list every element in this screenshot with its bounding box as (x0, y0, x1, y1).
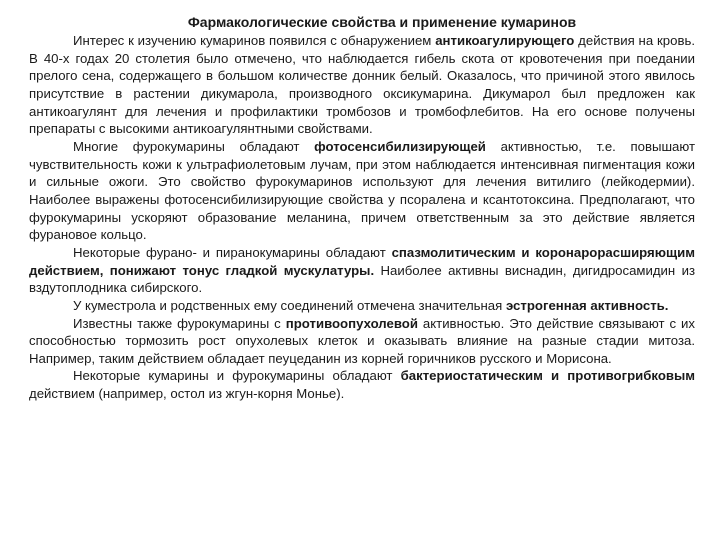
bold-term: антикоагулирующего (435, 33, 575, 48)
paragraph-photosensitizing (29, 138, 695, 244)
text-segment: Некоторые кумарины и фурокумарины обладают (73, 368, 401, 384)
text-segment: Интерес к изучению кумаринов появился с обнаружением (73, 33, 436, 48)
paragraph-bacteriostatic (29, 367, 695, 402)
text-segment: действием (например, остол из жгун-корня Монье). (29, 386, 345, 402)
text-segment: Известны также фурокумарины с (73, 315, 286, 331)
bold-term: эстрогенная активность. (505, 297, 669, 313)
text-segment: активностью, т.е. повышают чувствительность кожи к ультрафиолетовым лучам, при этом наблюдается интенсивная пигментация кожи и сильные ожоги. Это свойство фурокумаринов используют для лечения витилиго (лейкодермии). Наиболее выражены фотосенсибилизирующие свойства у псоралена и ксантотоксина. Предполагают, что фурокумарины ускоряют образование меланина, причем ответственным за это действие является фурановое кольцо. (29, 138, 695, 243)
bold-term: фотосенсибилизирующей (314, 138, 486, 154)
text-segment: Наиболее активны виснадин, дигидросамидин из вздутоплодника сибирского. (29, 262, 695, 296)
text-segment: действия на кровь. В 40-х годах 20 столетия было отмечено, что наблюдается гибель скота от кровотечения при поедании прелого сена, содержащего в большом количестве донник белый. Оказалось, что причиной этого явилось присутствие в растении дикумарола, производного оксикумарина. Дикумарол был предложен как антикоагулянт для лечения и профилактики тромбозов и тромбофлебитов. На его основе получены препараты с высокими антикоагулянтными свойствами. (29, 33, 695, 137)
bold-term: противоопухолевой (285, 315, 418, 331)
page-title: Фармакологические свойства и применение кумаринов (187, 14, 577, 30)
paragraph-spasmolytic (29, 244, 695, 297)
text-segment: У куместрола и родственных ему соединений отмечена значительная (73, 297, 506, 313)
text-segment: Многие фурокумарины обладают (73, 138, 315, 154)
paragraph-antitumor (29, 315, 695, 368)
bold-term: спазмолитическим и коронарорасширяющим действием, понижают тонус гладкой мускулатуры. (29, 244, 695, 278)
paragraph-estrogenic (29, 297, 695, 315)
text-segment: активностью. Это действие связывают с их способностью тормозить рост опухолевых клеток и оказывать влияние на разные стадии митоза. Например, таким действием обладает пеуцеданин из корней горичников русского и Морисона. (29, 315, 695, 366)
paragraph-anticoagulant (29, 32, 695, 138)
text-segment: Некоторые фурано- и пиранокумарины обладают (73, 244, 392, 260)
bold-term: бактериостатическим и противогрибковым (400, 368, 696, 384)
